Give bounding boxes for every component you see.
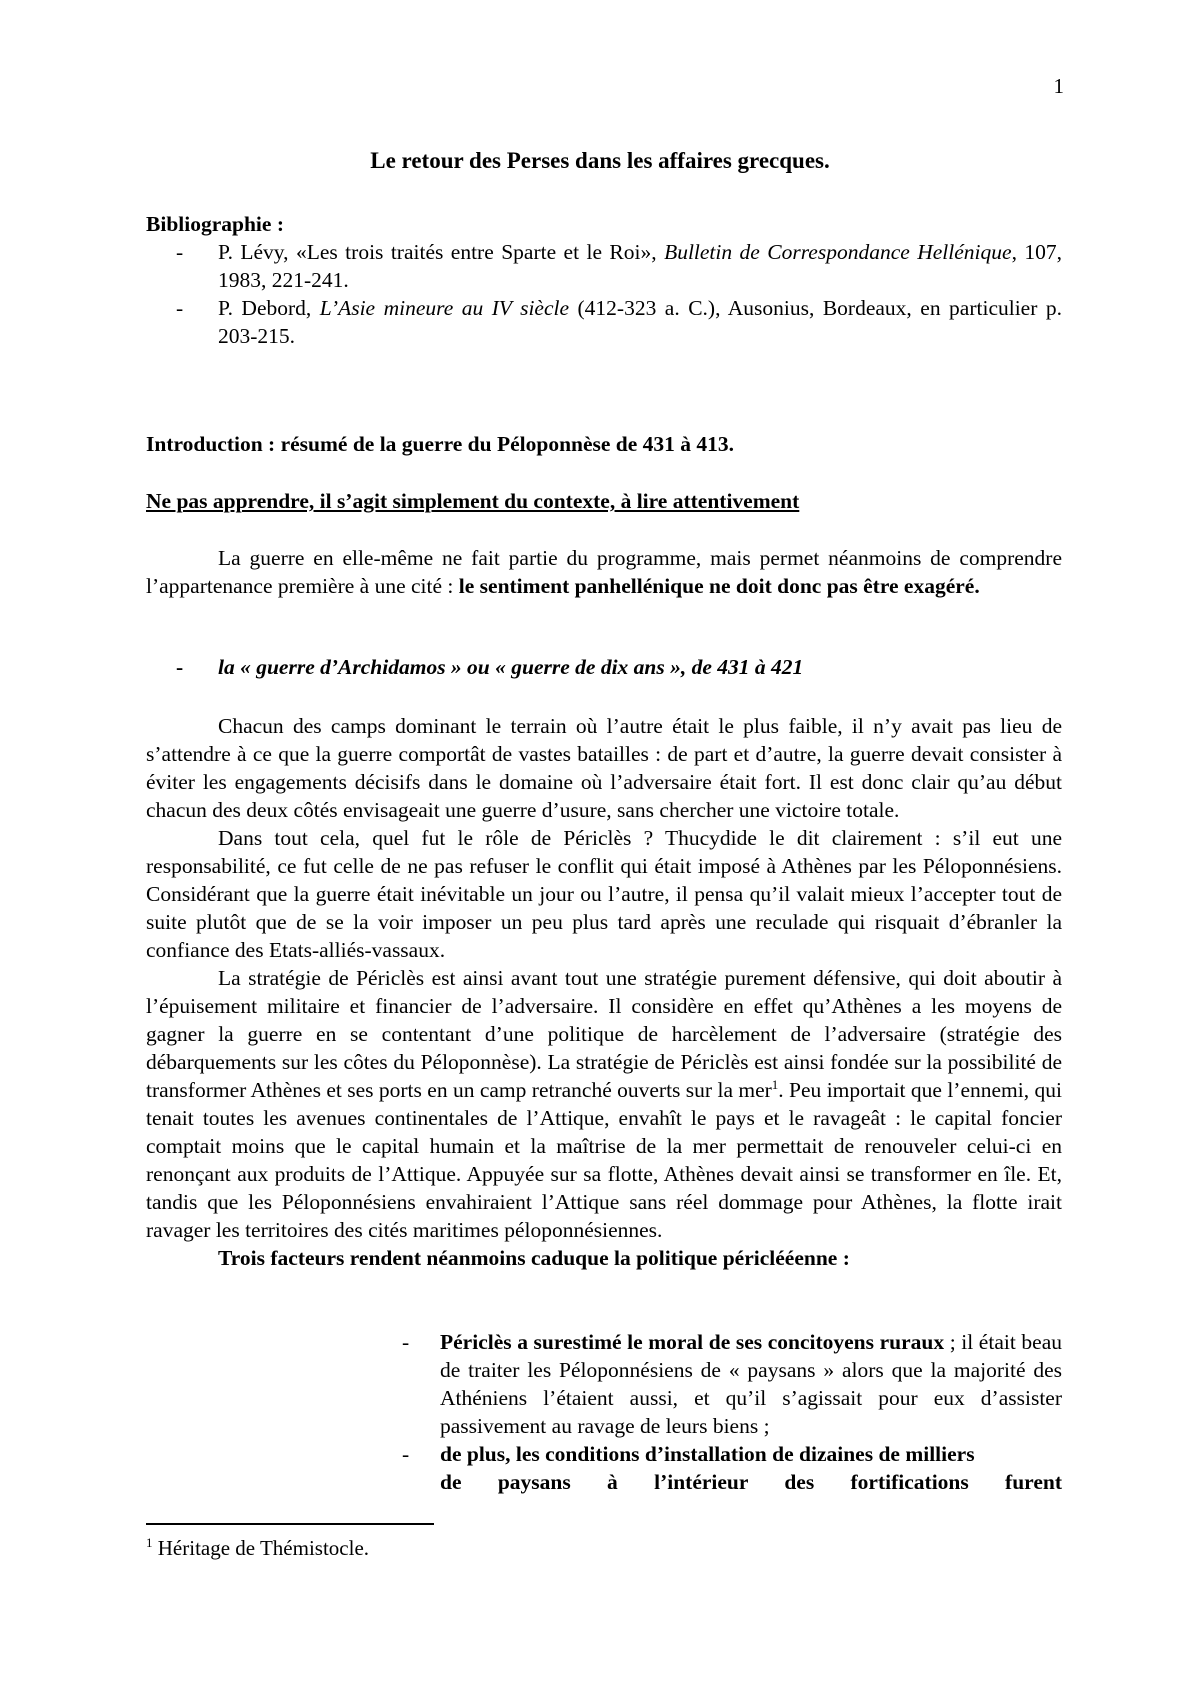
list-item	[400, 1328, 1062, 1440]
paragraph-emphasis: le sentiment panhellénique ne doit donc pas être exagéré.	[458, 574, 980, 598]
section-title: la « guerre d’Archidamos » ou « guerre de dix ans », de 431 à 421	[218, 655, 804, 679]
list-dash: -	[176, 240, 184, 264]
bibliography-text: P. Debord,	[218, 296, 320, 320]
factors-list	[400, 1328, 1062, 1496]
list-dash: -	[402, 1330, 410, 1354]
bibliography-journal: Bulletin de Correspondance Hellénique	[664, 240, 1012, 264]
page-number: 1	[1053, 74, 1064, 98]
bibliography-heading: Bibliographie :	[146, 212, 284, 236]
footnote-reference[interactable]: 1	[771, 1076, 779, 1092]
bibliography-item	[146, 238, 1062, 294]
list-dash: -	[176, 296, 184, 320]
bibliography-section	[146, 210, 1062, 350]
list-item	[400, 1440, 1062, 1496]
bibliography-book: L’Asie mineure au IV siècle	[319, 296, 570, 320]
factor-emphasis: Périclès a surestimé le moral de ses concitoyens ruraux	[440, 1330, 945, 1354]
footnote-text: Héritage de Thémistocle.	[152, 1536, 370, 1560]
bibliography-text: P. Lévy, «Les trois traités entre Sparte et le Roi»,	[218, 240, 665, 264]
document-title: Le retour des Perses dans les affaires grecques.	[370, 148, 830, 173]
bibliography-text: (412-323 a. C.), Ausonius, Bordeaux, en particulier p. 203-215.	[218, 296, 1062, 348]
bibliography-text: , 107, 1983, 221-241.	[218, 240, 1062, 292]
footnote-separator	[146, 1523, 434, 1525]
footnote-mark: 1	[146, 1535, 153, 1550]
factor-text: ; il était beau de traiter les Péloponnésiens de « paysans » alors que la majorité des Athéniens l’étaient aussi, et qu’il s’agissait pour eux d’assister passivement au ravage de leurs biens ;	[440, 1330, 1062, 1438]
intro-heading: Introduction : résumé de la guerre du Péloponnèse de 431 à 413.	[146, 432, 735, 456]
paragraph-text: . Peu importait que l’ennemi, qui tenait toutes les avenues continentales de l’Attique, envahît le pays et le ravageât : le capital foncier comptait moins que le capital humain et la maîtrise de la mer permettait de renouveler celui-ci en renonçant aux produits de l’Attique. Appuyée sur sa flotte, Athènes devait ainsi se transformer en île. Et, tandis que les Péloponnésiens envahiraient l’Attique sans réel dommage pour Athènes, la flotte irait ravager les territoires des cités maritimes péloponnésiennes.	[146, 1078, 1062, 1242]
factor-emphasis: de paysans à l’intérieur des fortifications furent	[440, 1470, 1062, 1494]
section-heading	[146, 653, 1062, 681]
paragraph-text: La guerre en elle-même ne fait partie du programme, mais permet néanmoins de comprendre l’appartenance première à une cité :	[146, 546, 1062, 598]
notice-heading: Ne pas apprendre, il s’agit simplement du contexte, à lire attentivement	[146, 489, 800, 513]
list-dash: -	[402, 1442, 410, 1466]
list-dash: -	[176, 655, 184, 679]
paragraph-4	[146, 964, 1062, 1244]
paragraph-2: Chacun des camps dominant le terrain où l’autre était le plus faible, il n’y avait pas lieu de s’attendre à ce que la guerre comportât de vastes batailles : de part et d’autre, la guerre devait consister à éviter les engagements décisifs dans le domaine où l’adversaire était fort. Il est donc clair qu’au début chacun des deux côtés envisageait une guerre d’usure, sans chercher une victoire totale.	[146, 714, 1062, 822]
bibliography-item	[146, 294, 1062, 350]
footnote	[146, 1536, 369, 1561]
factors-heading: Trois facteurs rendent néanmoins caduque la politique périclééenne :	[218, 1246, 850, 1270]
body-text	[146, 712, 1062, 1272]
factor-emphasis: de plus, les conditions d’installation de dizaines de milliers	[440, 1442, 975, 1466]
paragraph-text: La stratégie de Périclès est ainsi avant tout une stratégie purement défensive, qui doit aboutir à l’épuisement militaire et financier de l’adversaire. Il considère en effet qu’Athènes a les moyens de gagner la guerre en se contentant d’une politique de harcèlement de l’adversaire (stratégie des débarquements sur les côtes du Péloponnèse). La stratégie de Périclès est ainsi fondée sur la possibilité de transformer Athènes et ses ports en un camp retranché ouverts sur la mer	[146, 966, 1062, 1102]
paragraph-1	[146, 544, 1062, 600]
paragraph-3: Dans tout cela, quel fut le rôle de Périclès ? Thucydide le dit clairement : s’il eut une responsabilité, ce fut celle de ne pas refuser le conflit qui était imposé à Athènes par les Péloponnésiens. Considérant que la guerre était inévitable un jour ou l’autre, il pensa qu’il valait mieux l’accepter tout de suite plutôt que de se la voir imposer un peu plus tard après une reculade qui risquait d’ébranler la confiance des Etats-alliés-vassaux.	[146, 826, 1062, 962]
